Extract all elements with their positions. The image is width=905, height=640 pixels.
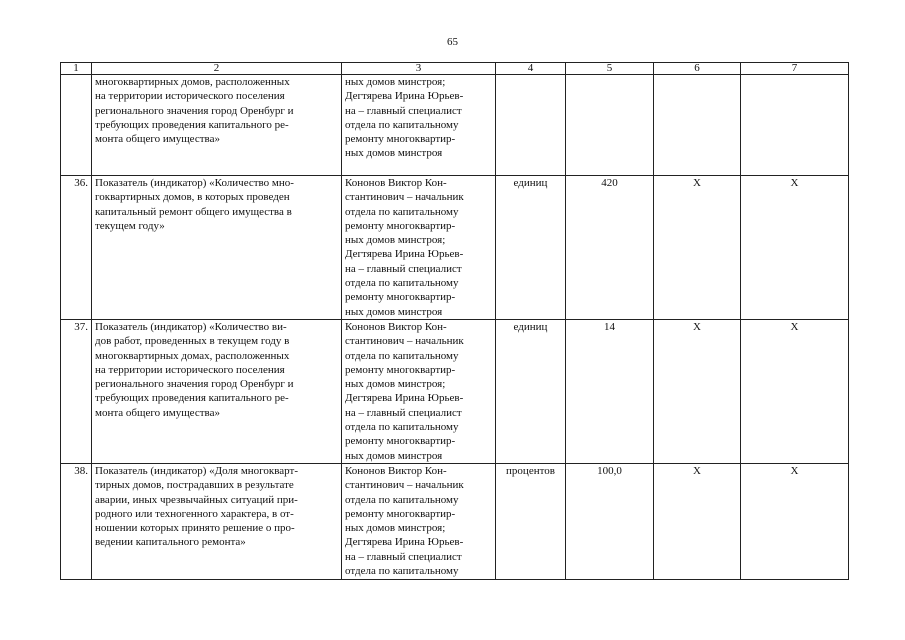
indicator-name-line: капитальный ремонт общего имущества в — [95, 205, 292, 218]
responsible-line: ремонту многоквартир- — [345, 435, 456, 448]
responsible-line: ных домов минстроя; — [345, 76, 446, 88]
unit-cell: процентов — [496, 464, 566, 580]
header-cell: 2 — [92, 63, 342, 75]
responsible-cell — [342, 176, 496, 320]
col7-cell: X — [741, 176, 849, 320]
indicator-name-line: на территории исторического поселения — [95, 90, 285, 103]
col7-cell: X — [741, 464, 849, 580]
col6-cell: X — [654, 176, 741, 320]
value-cell: 420 — [566, 176, 654, 320]
indicator-name-line: Показатель (индикатор) «Количество мно- — [95, 177, 294, 189]
indicator-name-line: гоквартирных домов, в которых проведен — [95, 191, 290, 204]
responsible-line: ремонту многоквартир- — [345, 219, 456, 232]
responsible-line: на – главный специалист — [345, 550, 462, 563]
row-number-cell: 36. — [61, 176, 92, 320]
responsible-line: Дегтярева Ирина Юрьев- — [345, 248, 464, 261]
responsible-line: ремонту многоквартир- — [345, 363, 456, 376]
indicator-name-cell — [92, 464, 342, 580]
indicator-table — [60, 62, 849, 580]
responsible-line: на – главный специалист — [345, 104, 462, 117]
unit-cell: единиц — [496, 176, 566, 320]
header-cell: 1 — [61, 63, 92, 75]
value-cell — [566, 75, 654, 176]
indicator-name-cell — [92, 75, 342, 176]
header-cell: 4 — [496, 63, 566, 75]
indicator-name-cell — [92, 176, 342, 320]
col6-cell: X — [654, 320, 741, 464]
header-row — [61, 63, 849, 75]
responsible-line: на – главный специалист — [345, 262, 462, 275]
responsible-line: стантинович – начальник — [345, 335, 464, 348]
unit-cell: единиц — [496, 320, 566, 464]
responsible-line: стантинович – начальник — [345, 479, 464, 492]
indicator-name-line: Показатель (индикатор) «Доля многокварт- — [95, 465, 299, 477]
responsible-line: ных домов минстроя; — [345, 234, 446, 247]
indicator-name-line: Показатель (индикатор) «Количество ви- — [95, 321, 287, 333]
responsible-line: Кононов Виктор Кон- — [345, 177, 447, 189]
unit-cell — [496, 75, 566, 176]
indicator-name-line: ношении которых принято решение о про- — [95, 522, 295, 535]
responsible-cell — [342, 75, 496, 176]
table-row-continuation — [61, 75, 849, 176]
col7-cell: X — [741, 320, 849, 464]
indicator-name-line: ведении капитального ремонта» — [95, 536, 246, 549]
responsible-line: на – главный специалист — [345, 406, 462, 419]
indicator-name-line: регионального значения город Оренбург и — [95, 104, 294, 117]
indicator-name-line: аварии, иных чрезвычайных ситуаций при- — [95, 493, 298, 506]
responsible-line: отдела по капитальному — [345, 421, 459, 434]
row-number-cell: 37. — [61, 320, 92, 464]
indicator-name-line: монта общего имущества» — [95, 406, 220, 419]
table-row — [61, 320, 849, 464]
indicator-name-line: родного или техногенного характера, в от- — [95, 507, 294, 520]
indicator-name-line: требующих проведения капитального ре- — [95, 118, 289, 131]
responsible-line: Дегтярева Ирина Юрьев- — [345, 392, 464, 405]
col7-cell — [741, 75, 849, 176]
header-cell: 7 — [741, 63, 849, 75]
table-row — [61, 176, 849, 320]
indicator-name-line: многоквартирных домах, расположенных — [95, 349, 290, 362]
responsible-cell — [342, 464, 496, 580]
page-number: 65 — [447, 36, 458, 48]
indicator-name-line: на территории исторического поселения — [95, 363, 285, 376]
responsible-line: отдела по капитальному — [345, 349, 459, 362]
indicator-name-line: тирных домов, пострадавших в результате — [95, 479, 294, 492]
responsible-line: ных домов минстроя; — [345, 522, 446, 535]
col6-cell: X — [654, 464, 741, 580]
responsible-line: отдела по капитальному — [345, 277, 459, 290]
indicator-name-line: дов работ, проведенных в текущем году в — [95, 335, 290, 348]
indicator-name-line: текущем году» — [95, 219, 165, 232]
indicator-name-line: монта общего имущества» — [95, 133, 220, 146]
responsible-line: отдела по капитальному — [345, 205, 459, 218]
col6-cell — [654, 75, 741, 176]
responsible-line: стантинович – начальник — [345, 191, 464, 204]
indicator-name-cell — [92, 320, 342, 464]
responsible-line: Дегтярева Ирина Юрьев- — [345, 90, 464, 103]
indicator-name-line: требующих проведения капитального ре- — [95, 392, 289, 405]
row-number-cell: 38. — [61, 464, 92, 580]
value-cell: 14 — [566, 320, 654, 464]
indicator-name-line: многоквартирных домов, расположенных — [95, 76, 290, 88]
table-row — [61, 464, 849, 580]
responsible-line: отдела по капитальному — [345, 565, 459, 578]
responsible-line: отдела по капитальному — [345, 118, 459, 131]
responsible-cell — [342, 320, 496, 464]
indicator-name-line: регионального значения город Оренбург и — [95, 378, 294, 391]
header-cell: 3 — [342, 63, 496, 75]
header-cell: 5 — [566, 63, 654, 75]
header-cell: 6 — [654, 63, 741, 75]
responsible-line: ных домов минстроя — [345, 305, 443, 318]
responsible-line: ремонту многоквартир- — [345, 507, 456, 520]
value-cell: 100,0 — [566, 464, 654, 580]
responsible-line: ремонту многоквартир- — [345, 291, 456, 304]
responsible-line: Кононов Виктор Кон- — [345, 321, 447, 333]
responsible-line: Дегтярева Ирина Юрьев- — [345, 536, 464, 549]
responsible-line: ных домов минстроя — [345, 449, 443, 462]
responsible-line: ных домов минстроя — [345, 147, 443, 160]
responsible-line: отдела по капитальному — [345, 493, 459, 506]
responsible-line: ремонту многоквартир- — [345, 133, 456, 146]
responsible-line: Кононов Виктор Кон- — [345, 465, 447, 477]
row-number-cell — [61, 75, 92, 176]
responsible-line: ных домов минстроя; — [345, 378, 446, 391]
